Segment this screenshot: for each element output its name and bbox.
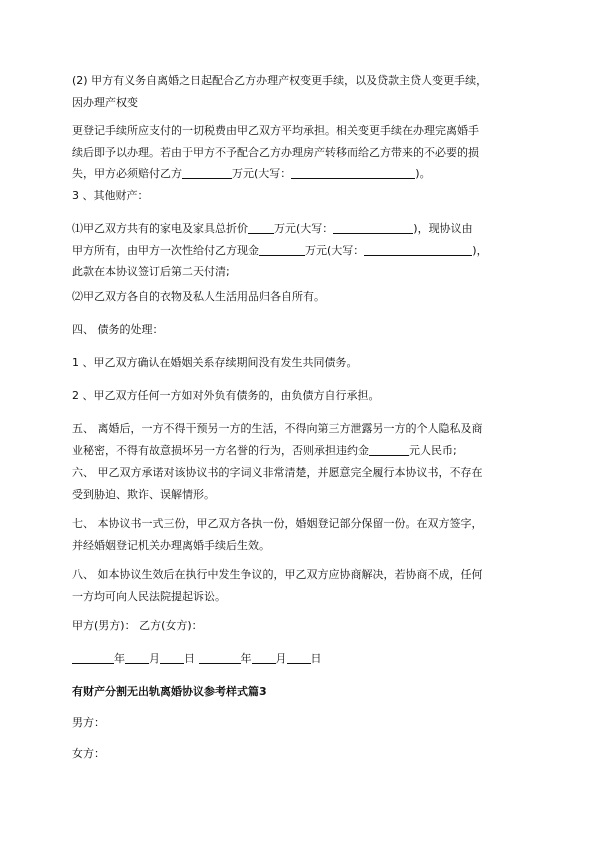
text-line: 八、 如本协议生效后在执行中发生争议的，甲乙双方应协商解决，若协商不成，任何 [72, 568, 483, 581]
paragraph-commitment [72, 462, 527, 505]
label-male-party: 男方： [72, 716, 105, 729]
text-line: 因办理产权变 [72, 95, 138, 109]
text-line: ⑴甲乙双方共有的家电及家具总折价 [72, 222, 248, 235]
text-line: 一方均可向人民法院提起诉讼。 [72, 589, 226, 603]
section-debt-title: 四、 债务的处理： [72, 323, 164, 336]
text-line: )，现协议由 [413, 222, 473, 235]
blank-amount [259, 243, 305, 256]
blank-day [160, 651, 184, 664]
blank-year [199, 651, 241, 664]
blank-amount-words [364, 243, 472, 256]
signature-dates [72, 648, 527, 670]
signature-parties: 甲方(男方)： 乙方(女方)： [72, 619, 203, 632]
paragraph-personal-items: ⑵甲乙双方各自的衣物及私人生活用品归各自所有。 [72, 290, 325, 303]
blank-year [72, 651, 114, 664]
text-line: 并经婚姻登记机关办理离婚手续后生效。 [72, 538, 270, 552]
text-line: )， [472, 243, 488, 257]
text-line: (2) 甲方有义务自离婚之日起配合乙方办理产权变更手续，以及贷款主贷人变更手续， [72, 74, 488, 87]
date-month-label: 月 [149, 652, 160, 665]
paragraph-non-interference [72, 418, 527, 461]
text-line: 万元(大写： [305, 243, 365, 257]
text-line: 甲方所有，由甲方一次性给付乙方现金 [72, 243, 259, 257]
date-day-label: 日 [184, 652, 195, 665]
paragraph-property-transfer [72, 70, 527, 113]
text-line: 受到胁迫、欺诈、误解情形。 [72, 487, 215, 501]
blank-amount [182, 166, 232, 179]
text-line: 续后即予以办理。若由于甲方不予配合乙方办理房产转移而给乙方带来的不必要的损 [72, 145, 479, 159]
text-line: 业秘密，不得有故意损坏另一方名誉的行为，否则承担违约金 [72, 443, 369, 457]
date-year-label: 年 [240, 652, 252, 665]
text-line: 元人民币; [409, 443, 457, 457]
blank-penalty [369, 443, 409, 456]
blank-month [125, 651, 149, 664]
paragraph-copies [72, 513, 527, 556]
text-line: 五、 离婚后，一方不得干预另一方的生活，不得向第三方泄露另一方的个人隐私及商 [72, 422, 483, 435]
text-line: 此款在本协议签订后第二天付清; [72, 265, 230, 278]
paragraph-disputes [72, 564, 527, 607]
date-day-label: 日 [310, 652, 322, 665]
text-line: 六、 甲乙双方承诺对该协议书的字词义非常清楚，并愿意完全履行本协议书，不存在 [72, 466, 483, 479]
text-line: 七、 本协议书一式三份，甲乙双方各执一份，婚姻登记部分保留一份。在双方签字， [72, 517, 483, 530]
paragraph-no-common-debt: 1 、甲乙双方确认在婚姻关系存续期间没有发生共同债务。 [72, 356, 358, 369]
label-female-party: 女方： [72, 747, 105, 760]
blank-amount-words [333, 221, 413, 234]
paragraph-appliances [72, 218, 527, 283]
text-line: 万元(大写： [232, 167, 292, 180]
paragraph-tax-fees [72, 120, 527, 185]
text-line: 更登记手续所应支付的一切税费由甲乙双方平均承担。相关变更手续在办理完离婚手 [72, 124, 479, 137]
blank-amount [248, 221, 274, 234]
date-month-label: 月 [275, 652, 287, 665]
paragraph-individual-debt: 2 、甲乙双方任何一方如对外负有债务的，由负债方自行承担。 [72, 389, 380, 402]
section-heading-template-3: 有财产分割无出轨离婚协议参考样式篇3 [72, 685, 267, 698]
text-line: )。 [415, 167, 431, 180]
date-year-label: 年 [114, 652, 125, 665]
section-other-property-title: 3 、其他财产： [72, 189, 149, 202]
blank-month [252, 651, 276, 664]
text-line: 失，甲方必须赔付乙方 [72, 167, 182, 180]
blank-day [287, 651, 311, 664]
text-line: 万元(大写： [274, 222, 334, 235]
blank-amount-words [291, 166, 415, 179]
